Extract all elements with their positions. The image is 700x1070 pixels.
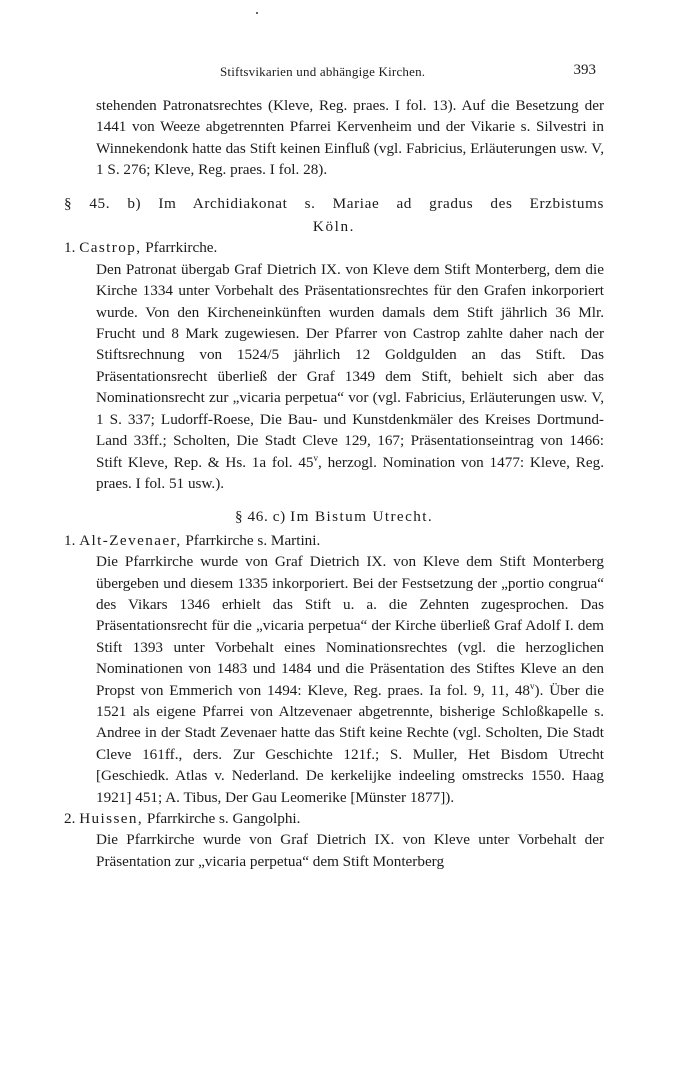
section-45-heading: § 45. b) Im Archidiakonat s. Mariae ad gradus des Erzbistums — [64, 194, 604, 212]
section-46-heading — [64, 506, 604, 527]
page-number: 393 — [573, 62, 596, 78]
item-body-tail: , herzogl. Nomination von 1477: Kleve, Reg. praes. I fol. 51 usw.). — [96, 453, 604, 492]
item-number: 1. — [64, 239, 76, 257]
running-head — [0, 64, 700, 84]
item-paragraph — [96, 259, 604, 494]
superscript: v — [313, 452, 319, 463]
item-place: Alt-Zevenaer, — [79, 531, 182, 549]
running-head-title: Stiftsvikarien und abhängige Kirchen. — [220, 64, 426, 79]
item-title: Pfarrkirche s. Martini. — [181, 531, 321, 549]
section-46-title: Im Bistum Utrecht. — [290, 508, 434, 526]
item-body: Die Pfarrkirche wurde von Graf Dietrich IX. von Kleve dem Stift Monterberg übergeben und diesem 1335 inkorporiert. Bei der Festsetzung der „portio congrua“ des Vikars 1346 erhielt das Stift u. a. die Zehnten zugesprochen. Das Präsentationsrecht für die „vicaria perpetua“ der Kirche überließ Graf Adolf I. dem Stift 1393 unter Vorbehalt eines Nominationsrechtes (vgl. die herzoglichen Nominationen von 1483 und 1484 und die Präsentation des Stiftes Kleve an den Propst von Emmerich von 1494: Kleve, Reg. praes. Ia fol. 9, 11, 48 — [96, 553, 604, 699]
item-title: Pfarrkirche s. Gangolphi. — [143, 810, 301, 827]
item-paragraph — [96, 551, 604, 808]
item-heading — [64, 530, 604, 551]
item-heading — [64, 808, 604, 829]
item-body-tail: ). Über die 1521 als eigene Pfarrei von Altzevenaer abgetrennte, bisherige Schloßkapelle s. Andree in der Stadt Zevenaer hatte das Stift keine Rechte (vgl. Scholten, Die Stadt Cleve 161ff., ders. Zur Geschichte 121f.; S. Muller, Het Bisdom Utrecht [Geschiedk. Atlas v. Nederland. De kerkelijke indeeling omstrecks 1550. Haag 1921] 451; A. Tibus, Der Gau Leomerike [Münster 1877]). — [96, 681, 604, 806]
body-text — [64, 95, 604, 872]
item-number: 1. — [64, 531, 76, 549]
item-title: Pfarrkirche. — [141, 239, 218, 257]
item-number: 2. — [64, 810, 76, 827]
intro-paragraph: stehenden Patronatsrechtes (Kleve, Reg. praes. I fol. 13). Auf die Besetzung der 1441 von Weeze abgetrennten Pfarrei Kervenheim und der Vikarie s. Silvestri in Winnekendonk hatte das Stift keinen Einfluß (vgl. Fabricius, Erläuterungen usw. V, 1 S. 276; Kleve, Reg. praes. I fol. 28). — [96, 97, 604, 179]
item-place: Castrop, — [79, 239, 142, 257]
printing-speck — [256, 12, 258, 14]
section-46-prefix: § 46. c) — [234, 508, 291, 526]
item-heading — [64, 237, 604, 258]
item-place: Huissen, — [79, 810, 144, 827]
section-45-heading-cont: Köln. — [312, 218, 356, 236]
superscript: v — [530, 680, 535, 691]
item-paragraph: Die Pfarrkirche wurde von Graf Dietrich IX. von Kleve unter Vorbehalt der Präsentation zur „vicaria perpetua“ dem Stift Monterberg — [96, 831, 604, 870]
item-body: Den Patronat übergab Graf Dietrich IX. von Kleve dem Stift Monterberg, dem die Kirche 1334 unter Vorbehalt des Präsentationsrechtes für den Grafen inkorporiert wurde. Von den Kircheneinkünften wurden damals dem Stift jährlich 36 Mlr. Frucht und 8 Mark zugewiesen. Der Pfarrer von Castrop zahlte daher nach der Stiftsrechnung von 1524/5 jährlich 12 Goldgulden an das Stift. Das Präsentationsrecht überließ der Graf 1349 dem Stift, behielt sich aber das Nominationsrecht zur „vicaria perpetua“ vor (vgl. Fabricius, Erläuterungen usw. V, 1 S. 337; Ludorff-Roese, Die Bau- und Kunstdenkmäler des Kreises Dortmund-Land 33ff.; Scholten, Die Stadt Cleve 129, 167; Präsentationseintrag von 1466: Stift Kleve, Rep. & Hs. 1a fol. 45 — [96, 260, 604, 471]
